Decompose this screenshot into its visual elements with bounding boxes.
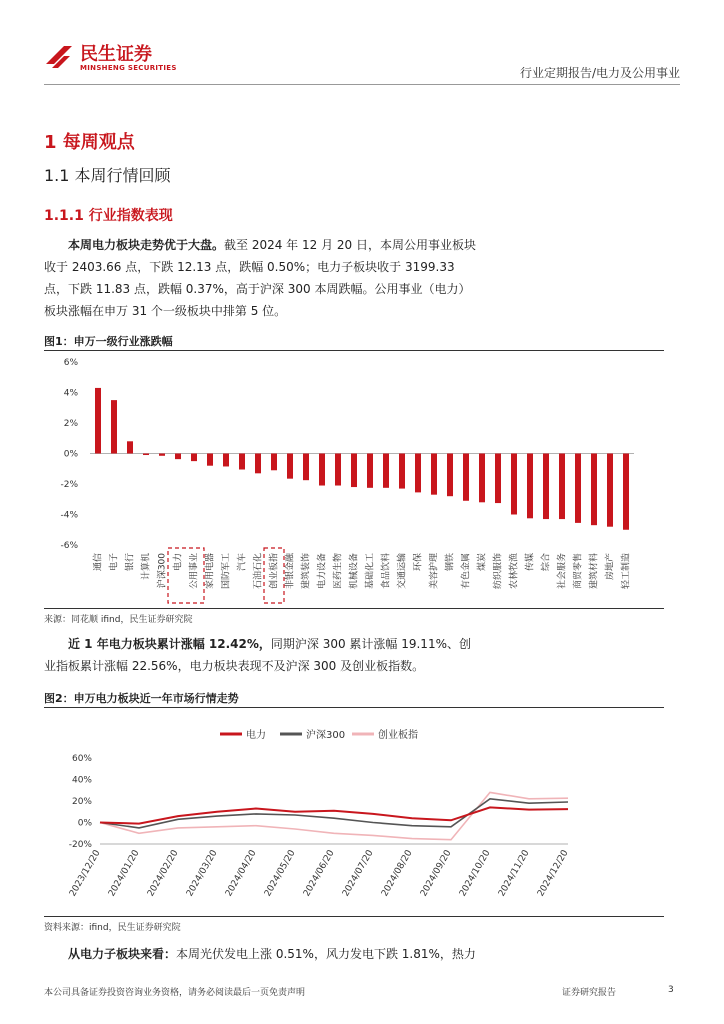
- x-tick-label: 房地产: [605, 553, 616, 581]
- y-tick-label: 2%: [63, 419, 78, 429]
- x-tick-label: 2024/11/20: [497, 848, 532, 899]
- x-tick-label: 2024/08/20: [380, 848, 415, 899]
- x-tick-label: 公用事业: [189, 553, 200, 590]
- x-tick-label: 2024/01/20: [107, 848, 142, 899]
- x-tick-label: 汽车: [237, 553, 248, 572]
- industry-bar-chart: [44, 352, 664, 608]
- x-tick-label: 国防军工: [221, 553, 232, 590]
- x-tick-label: 基础化工: [365, 553, 376, 590]
- paragraph-text: 本周光伏发电上涨 0.51%，风力发电下跌 1.81%，热力: [176, 947, 476, 961]
- bar-商贸零售: [575, 454, 581, 523]
- figure1-source: 来源：同花顺 ifind，民生证券研究院: [44, 615, 193, 625]
- y-tick-label: 0%: [63, 449, 78, 460]
- x-tick-label: 农林牧渔: [509, 553, 520, 590]
- minsheng-logo-icon: [44, 42, 74, 72]
- paragraph-text: 截至 2024 年 12 月 20 日，本周公用事业板块收于 2403.66 点，下跌 12.13 点，跌幅 0.50%；电力子板块收于 3199.33 点，下跌 11.83 点，跌幅 0.37%，高于沪深 300 本周跌幅。公用事业（电力）板块涨幅在申万 31 个一级板块中排第 5 位。: [44, 238, 476, 318]
- bar-农林牧渔: [511, 454, 517, 515]
- x-tick-label: 2024/12/20: [536, 848, 571, 899]
- bar-交通运输: [399, 454, 405, 489]
- bar-建筑装饰: [303, 454, 309, 481]
- x-tick-label: 非银金融: [285, 553, 296, 590]
- bar-有色金属: [463, 454, 469, 501]
- section-heading-1-1-1: 1.1.1 行业指数表现: [44, 208, 173, 224]
- y-tick-label: -2%: [60, 480, 78, 490]
- x-tick-label: 建筑材料: [589, 553, 600, 590]
- bar-公用事业: [191, 454, 197, 462]
- x-tick-label: 2024/10/20: [458, 848, 493, 899]
- brand-name-en: MINSHENG SECURITIES: [80, 64, 177, 72]
- legend-label: 沪深300: [306, 730, 346, 741]
- bar-钢铁: [447, 454, 453, 497]
- x-tick-label: 计算机: [141, 553, 152, 581]
- bar-石油石化: [255, 454, 261, 474]
- legend-label: 电力: [246, 730, 266, 741]
- series-line-沪深300: [100, 799, 568, 828]
- bar-机械设备: [351, 454, 357, 488]
- y-tick-label: -20%: [68, 840, 92, 850]
- y-tick-label: -6%: [60, 541, 78, 551]
- bar-家用电器: [207, 454, 213, 466]
- paragraph-annual-performance: [44, 633, 480, 677]
- x-tick-label: 食品饮料: [381, 553, 392, 590]
- x-tick-label: 银行: [125, 553, 136, 572]
- figure2-source: 资料来源：ifind，民生证券研究院: [44, 923, 181, 933]
- y-tick-label: 20%: [71, 797, 92, 807]
- x-tick-label: 综合: [541, 553, 552, 572]
- x-tick-label: 美容护理: [429, 553, 440, 590]
- figure2-bottom-rule: [44, 916, 664, 917]
- bar-轻工制造: [623, 454, 629, 530]
- x-tick-label: 医药生物: [333, 553, 344, 590]
- bar-传媒: [527, 454, 533, 519]
- x-tick-label: 电子: [109, 553, 120, 572]
- x-tick-label: 电力设备: [317, 553, 328, 590]
- y-tick-label: 0%: [77, 818, 92, 829]
- figure2-title: 图2：申万电力板块近一年市场行情走势: [44, 692, 239, 705]
- report-type: 行业定期报告/电力及公用事业: [519, 66, 680, 80]
- bar-创业板指: [271, 454, 277, 471]
- footer-disclaimer: 本公司具备证券投资咨询业务资格，请务必阅读最后一页免责声明: [44, 988, 306, 998]
- bar-沪深300: [159, 454, 165, 456]
- paragraph-lead: 本周电力板块走势优于大盘。: [68, 238, 225, 252]
- paragraph-sector-performance: [44, 234, 480, 322]
- x-tick-label: 建筑装饰: [301, 553, 312, 590]
- power-sector-line-chart: [44, 712, 664, 912]
- x-tick-label: 2024/09/20: [419, 848, 454, 899]
- figure2-top-rule: [44, 707, 664, 708]
- x-tick-label: 家用电器: [205, 553, 216, 590]
- x-tick-label: 2023/12/20: [68, 848, 103, 899]
- x-tick-label: 钢铁: [445, 553, 456, 572]
- x-tick-label: 2024/05/20: [263, 848, 298, 899]
- bar-社会服务: [559, 454, 565, 520]
- bar-电子: [111, 400, 117, 453]
- bar-纺织服饰: [495, 454, 501, 504]
- bar-银行: [127, 441, 133, 453]
- bar-通信: [95, 388, 101, 454]
- x-tick-label: 纺织服饰: [493, 553, 504, 590]
- x-tick-label: 轻工制造: [621, 553, 632, 590]
- figure1-top-rule: [44, 350, 664, 351]
- figure1-bottom-rule: [44, 608, 664, 609]
- y-tick-label: 60%: [71, 754, 92, 764]
- bar-国防军工: [223, 454, 229, 467]
- x-tick-label: 通信: [93, 553, 104, 572]
- paragraph-lead: 从电力子板块来看：: [68, 947, 177, 961]
- bar-建筑材料: [591, 454, 597, 526]
- x-tick-label: 2024/03/20: [185, 848, 220, 899]
- page-number: 3: [668, 985, 674, 995]
- y-tick-label: 40%: [71, 775, 92, 786]
- x-tick-label: 环保: [413, 553, 424, 572]
- paragraph-lead: 近 1 年电力板块累计涨幅 12.42%，: [68, 637, 271, 651]
- x-tick-label: 电力: [173, 553, 184, 572]
- bar-基础化工: [367, 454, 373, 488]
- x-tick-label: 2024/02/20: [146, 848, 181, 899]
- footer-label: 证券研究报告: [562, 988, 617, 998]
- x-tick-label: 2024/06/20: [302, 848, 337, 899]
- x-tick-label: 2024/07/20: [341, 848, 376, 899]
- bar-汽车: [239, 454, 245, 470]
- section-heading-1-1: 1.1 本周行情回顾: [44, 166, 171, 185]
- x-tick-label: 有色金属: [461, 553, 472, 590]
- x-tick-label: 煤炭: [477, 553, 488, 572]
- x-tick-label: 机械设备: [349, 553, 360, 590]
- brand-name: 民生证券: [80, 44, 152, 65]
- x-tick-label: 社会服务: [557, 553, 568, 590]
- bar-电力设备: [319, 454, 325, 486]
- bar-美容护理: [431, 454, 437, 495]
- header-divider: [44, 84, 680, 85]
- y-tick-label: -4%: [60, 510, 78, 521]
- bar-煤炭: [479, 454, 485, 503]
- x-tick-label: 交通运输: [397, 553, 408, 590]
- bar-计算机: [143, 454, 149, 456]
- bar-电力: [175, 454, 181, 460]
- paragraph-subsector: [44, 943, 504, 965]
- x-tick-label: 沪深300: [157, 553, 168, 589]
- x-tick-label: 石油石化: [253, 553, 264, 590]
- legend-label: 创业板指: [378, 730, 418, 741]
- section-heading-1: 1 每周观点: [44, 132, 135, 153]
- x-tick-label: 传媒: [525, 553, 536, 572]
- bar-综合: [543, 454, 549, 520]
- y-tick-label: 6%: [63, 358, 78, 368]
- bar-医药生物: [335, 454, 341, 486]
- figure1-title: 图1：申万一级行业涨跌幅: [44, 335, 173, 348]
- bar-房地产: [607, 454, 613, 527]
- x-tick-label: 2024/04/20: [224, 848, 259, 899]
- bar-环保: [415, 454, 421, 493]
- bar-食品饮料: [383, 454, 389, 488]
- y-tick-label: 4%: [63, 388, 78, 399]
- x-tick-label: 商贸零售: [573, 553, 584, 590]
- paragraph-text: 同期沪深 300 累计涨幅 19.11%、创业指板累计涨幅 22.56%，电力板块表现不及沪深 300 及创业板指数。: [44, 637, 471, 673]
- bar-非银金融: [287, 454, 293, 479]
- x-tick-label: 创业板指: [269, 553, 280, 590]
